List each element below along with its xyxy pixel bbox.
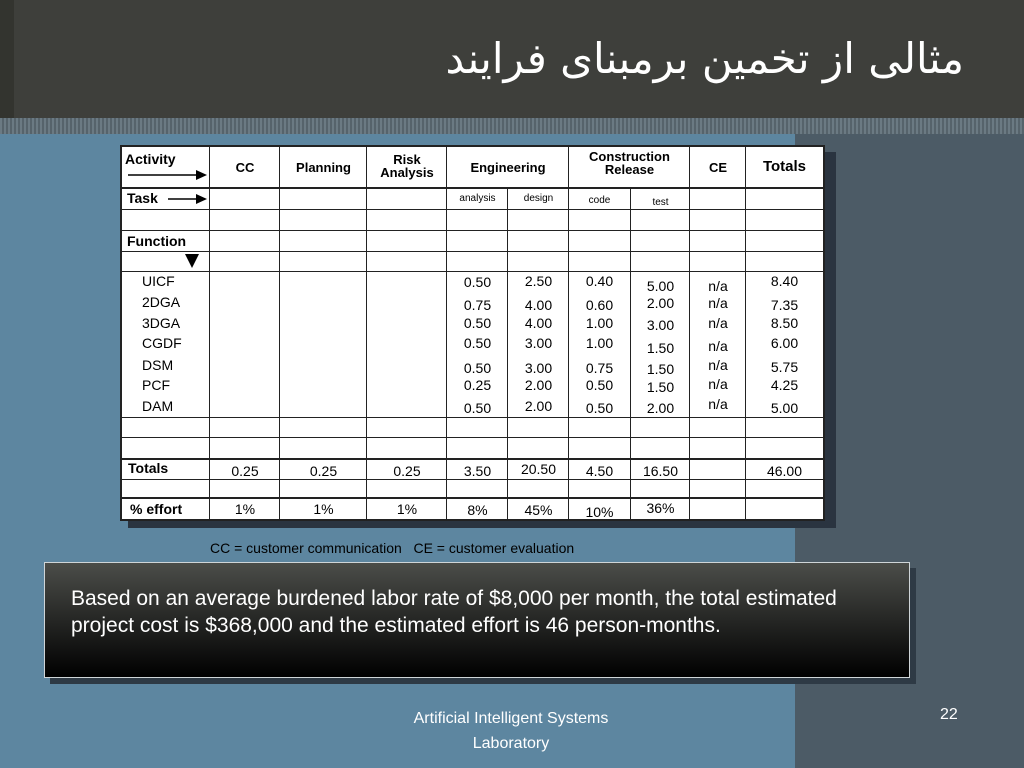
total-overall: 46.00 <box>766 463 803 479</box>
cell-analysis: 0.50 <box>463 335 492 351</box>
effort-analysis: 8% <box>467 502 488 518</box>
table-rule <box>122 437 823 438</box>
effort-code: 10% <box>585 504 614 520</box>
header-engineering: Engineering <box>470 160 546 175</box>
table-rule <box>122 479 823 480</box>
cell-test: 1.50 <box>646 340 675 356</box>
table-rule <box>122 187 823 189</box>
activity-arrow-icon <box>128 169 208 181</box>
page-number: 22 <box>940 706 958 723</box>
table-rule <box>122 209 823 210</box>
total-analysis: 3.50 <box>463 463 492 479</box>
cell-design: 4.00 <box>524 297 553 313</box>
cell-ce: n/a <box>708 315 728 331</box>
callout-box <box>44 562 910 678</box>
cell-code: 1.00 <box>585 335 614 351</box>
cell-total: 5.75 <box>770 359 799 375</box>
table-rule <box>122 497 823 499</box>
slide-title: مثالی از تخمین برمبنای فرایند <box>445 34 964 83</box>
cell-analysis: 0.25 <box>463 377 492 393</box>
cell-test: 2.00 <box>646 295 675 311</box>
function-name: DAM <box>142 398 174 414</box>
cell-total: 8.40 <box>770 273 799 289</box>
cell-analysis: 0.50 <box>463 360 492 376</box>
function-name: PCF <box>142 377 170 393</box>
cell-design: 3.00 <box>524 335 553 351</box>
cell-ce: n/a <box>708 357 728 373</box>
effort-risk: 1% <box>396 501 418 517</box>
cell-analysis: 0.75 <box>463 297 492 313</box>
cell-total: 7.35 <box>770 297 799 313</box>
cell-design: 2.00 <box>524 398 553 414</box>
function-name: CGDF <box>142 335 182 351</box>
subheader-code: code <box>588 195 611 206</box>
total-risk: 0.25 <box>393 463 421 479</box>
task-label: Task <box>127 190 158 206</box>
subheader-analysis: analysis <box>459 193 496 204</box>
header-construction-release: Construction Release <box>589 149 670 177</box>
total-code: 4.50 <box>585 463 614 479</box>
callout-text: Based on an average burdened labor rate of $8,000 per month, the total estimated project cost is $368,000 and the estimated effort is 46 person-months. <box>71 587 837 637</box>
total-planning: 0.25 <box>309 463 338 479</box>
header-activity: Activity <box>125 151 176 167</box>
effort-cc: 1% <box>234 501 256 517</box>
subheader-test: test <box>652 197 669 208</box>
cell-test: 1.50 <box>646 361 675 377</box>
function-name: 2DGA <box>142 294 181 310</box>
cell-ce: n/a <box>708 396 728 412</box>
decorative-band <box>0 118 1024 134</box>
title-bar-edge <box>0 0 14 118</box>
table-rule <box>122 271 823 272</box>
header-risk-analysis: Risk Analysis <box>380 152 434 180</box>
function-arrow-icon <box>184 253 200 269</box>
header-totals: Totals <box>762 158 807 175</box>
header-planning: Planning <box>296 160 351 175</box>
cell-code: 0.75 <box>585 360 614 376</box>
cell-code: 0.40 <box>585 273 614 289</box>
total-design: 20.50 <box>520 461 557 477</box>
effort-test: 36% <box>646 500 675 516</box>
cell-total: 5.00 <box>770 400 799 416</box>
cell-code: 0.50 <box>585 400 614 416</box>
table-rule <box>122 458 823 460</box>
cell-test: 1.50 <box>646 379 675 395</box>
footer-lab: Artificial Intelligent Systems Laboratory <box>413 710 609 752</box>
table-rule <box>122 230 823 231</box>
effort-label: % effort <box>130 501 183 517</box>
total-test: 16.50 <box>642 463 679 479</box>
estimation-table <box>120 145 825 521</box>
cell-test: 3.00 <box>646 317 675 333</box>
cell-total: 8.50 <box>770 315 799 331</box>
cell-ce: n/a <box>708 376 728 392</box>
cell-ce: n/a <box>708 338 728 354</box>
cell-analysis: 0.50 <box>463 315 492 331</box>
cell-code: 1.00 <box>585 315 614 331</box>
function-name: UICF <box>142 273 175 289</box>
cell-total: 4.25 <box>770 377 799 393</box>
total-cc: 0.25 <box>231 463 259 479</box>
subheader-design: design <box>523 193 554 204</box>
header-cc: CC <box>235 160 255 175</box>
effort-planning: 1% <box>313 501 334 517</box>
cell-design: 2.00 <box>524 377 553 393</box>
function-name: DSM <box>142 357 174 373</box>
cell-code: 0.50 <box>585 377 614 393</box>
footnote: CC = customer communication CE = customer evaluation <box>210 540 575 556</box>
cell-code: 0.60 <box>585 297 614 313</box>
cell-analysis: 0.50 <box>463 274 492 290</box>
cell-design: 3.00 <box>524 360 553 376</box>
cell-analysis: 0.50 <box>463 400 492 416</box>
cell-test: 5.00 <box>646 278 675 294</box>
function-label: Function <box>127 233 187 249</box>
table-rule <box>122 417 823 418</box>
effort-design: 45% <box>524 502 553 518</box>
table-rule <box>122 251 823 252</box>
totals-label: Totals <box>128 460 169 476</box>
cell-ce: n/a <box>708 278 728 294</box>
cell-ce: n/a <box>708 295 728 311</box>
cell-design: 4.00 <box>524 315 553 331</box>
cell-design: 2.50 <box>524 273 553 289</box>
task-arrow-icon <box>168 193 208 205</box>
cell-total: 6.00 <box>770 335 799 351</box>
cell-test: 2.00 <box>646 400 675 416</box>
header-ce: CE <box>708 160 728 175</box>
function-name: 3DGA <box>142 315 181 331</box>
